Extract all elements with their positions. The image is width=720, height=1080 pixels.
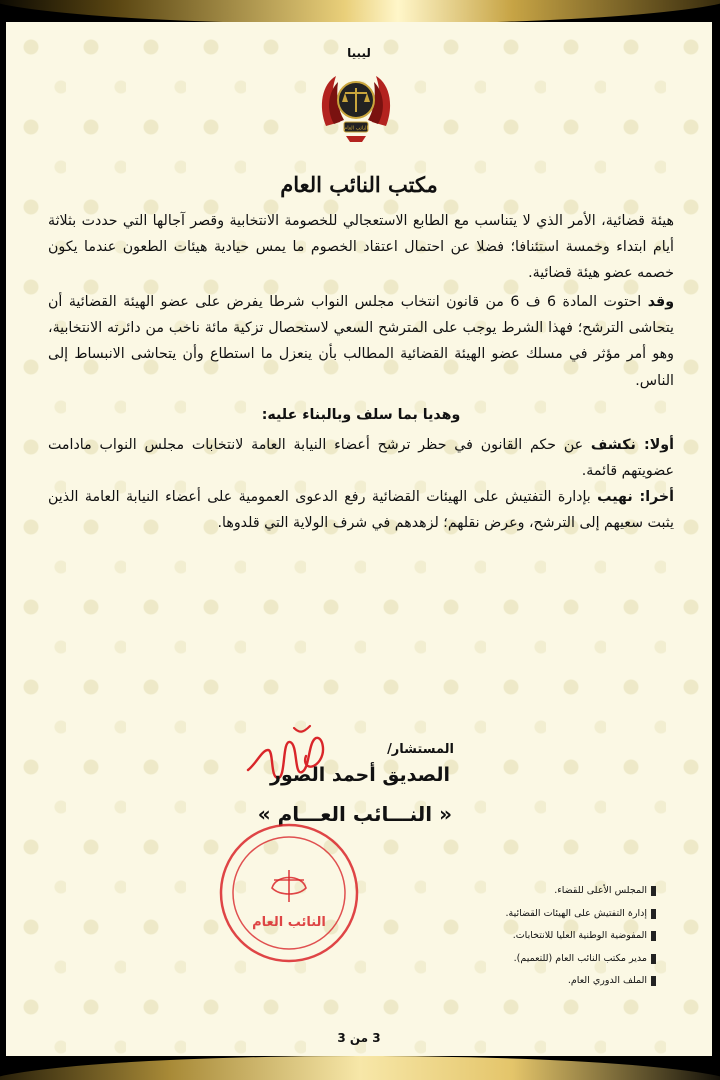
seal-text: النائب العام [252, 915, 326, 930]
decision-item-1 [48, 432, 674, 484]
bullet-icon [651, 931, 656, 941]
bullet-icon [651, 976, 656, 986]
list-item-label: المفوضية الوطنية العليا للانتخابات. [512, 930, 647, 941]
copies-to-list [505, 880, 656, 993]
paragraph-2-text: احتوت المادة 6 ف 6 من قانون انتخاب مجلس النواب شرطا يفرض على عضو الهيئة القضائية أن يتحاشى الترشح؛ فهذا الشرط يوجب على المترشح السعي لاستحصال تزكية مائة ناخب من دائرته الانتخابية، وهو أمر مؤثر في مسلك عضو الهيئة القضائية المطالب بأن ينعزل ما استطاع وأن يتحاشى الانبساط إلى الناس. [48, 294, 674, 389]
bullet-icon [651, 886, 656, 896]
bullet-icon [651, 954, 656, 964]
emblem-label: النائب العام [344, 125, 368, 132]
list-item [505, 948, 656, 971]
list-item [505, 903, 656, 926]
conclusion-heading: وهديا بما سلف وبالبناء عليه: [261, 406, 461, 423]
official-seal [214, 818, 364, 968]
country-label: ليبيا [347, 46, 371, 60]
office-title: مكتب النائب العام [280, 172, 438, 197]
document-page [6, 22, 712, 1056]
page-number: 3 من 3 [337, 1031, 381, 1045]
list-item [505, 970, 656, 993]
signatory-role: « النـــائب العـــام » [257, 802, 452, 826]
letter-body [48, 208, 674, 536]
gold-border-top [0, 0, 720, 24]
decision-item-2-text: بإدارة التفتيش على الهيئات القضائية رفع الدعوى العمومية على أعضاء النيابة العامة الذين يثبت سعيهم إلى الترشح، وعرض نقلهم؛ لزهدهم في شرف الولاية التي قلدوها. [48, 488, 674, 532]
list-item-label: مدير مكتب النائب العام (للتعميم). [513, 952, 647, 964]
list-item [505, 880, 656, 903]
decision-item-2 [48, 484, 674, 536]
decision-item-1-text: عن حكم القانون في حظر ترشح أعضاء النيابة العامة لانتخابات مجلس النواب مادامت عضويتهم قائمة. [48, 436, 674, 479]
list-item-label: الملف الدوري العام. [567, 975, 647, 986]
paragraph-1: هيئة قضائية، الأمر الذي لا يتناسب مع الطابع الاستعجالي للخصومة الانتخابية وقصر آجالها التي حددت بثلاثة أيام ابتداء وخمسة استئنافا؛ فضلا عن احتمال اعتقاد الخصوم ما يمس حيادية هيئات الطعون عندما يكون خصمه عضو هيئة قضائية. [48, 213, 674, 282]
list-item-label: إدارة التفتيش على الهيئات القضائية. [505, 907, 647, 919]
bullet-icon [651, 909, 656, 919]
public-prosecutor-emblem [316, 66, 396, 146]
gold-border-bottom [0, 1056, 720, 1080]
decision-item-1-label: أولا: نكشف [590, 436, 674, 453]
paragraph-2 [48, 289, 674, 393]
paragraph-2-lead: وقد [647, 294, 675, 311]
decision-item-2-label: أخرا: نهيب [597, 488, 674, 505]
list-item-label: المجلس الأعلى للقضاء. [554, 885, 647, 896]
signature-title: المستشار/ [387, 742, 454, 757]
list-item [505, 925, 656, 948]
signatory-name: الصديق أحمد الصور [270, 764, 450, 786]
